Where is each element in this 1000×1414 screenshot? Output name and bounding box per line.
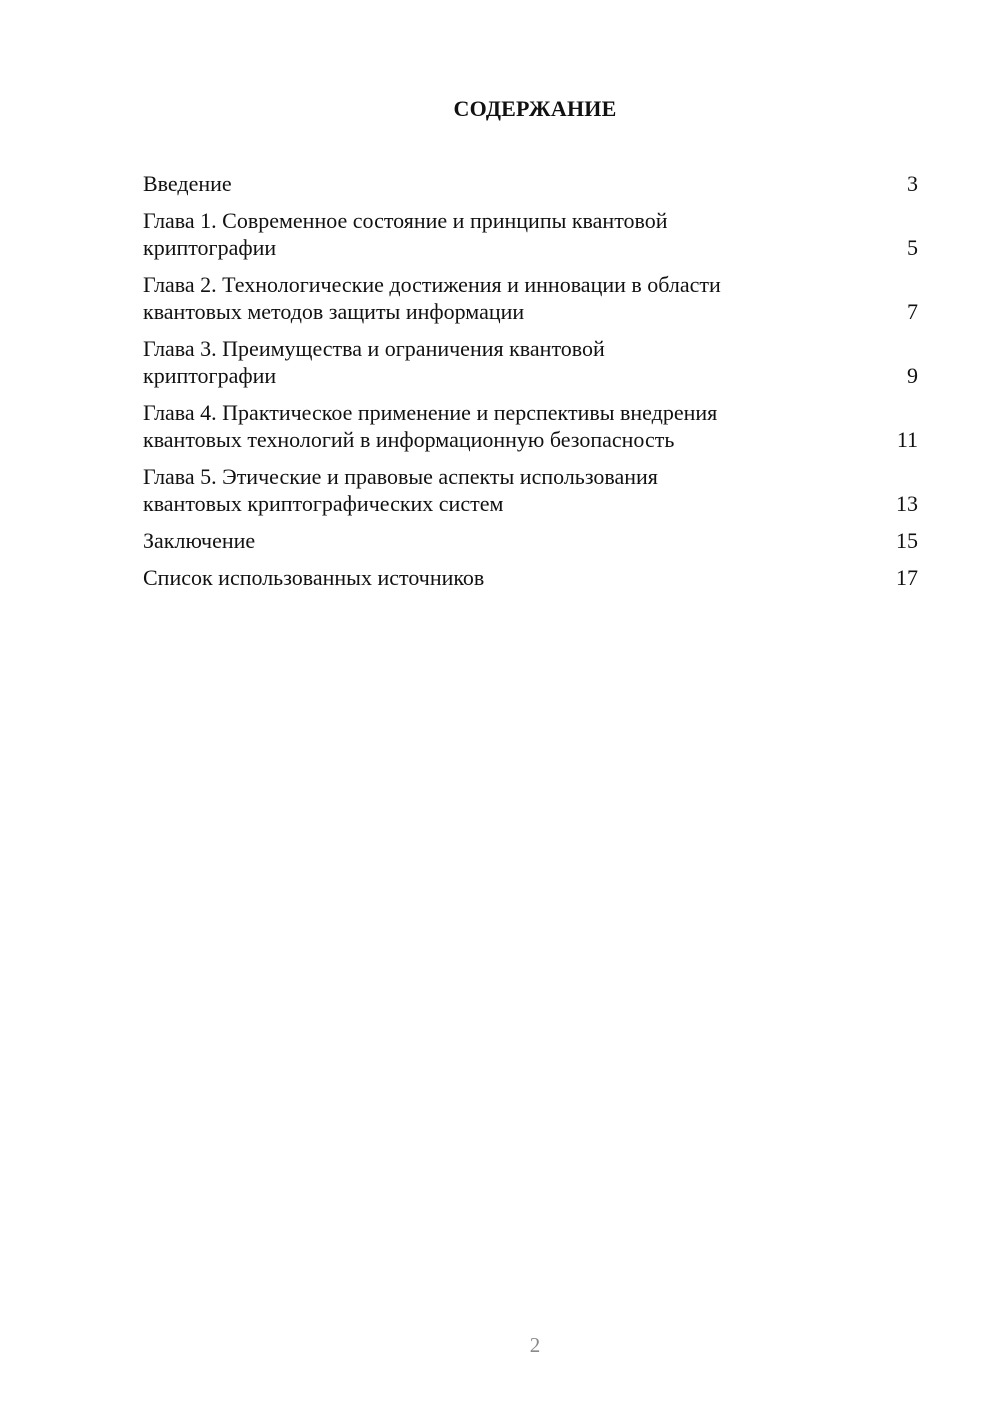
toc-entry-page: 7 xyxy=(907,299,918,324)
toc-entry-chapter-3[interactable] xyxy=(143,335,918,389)
table-of-contents xyxy=(143,170,918,601)
toc-entry-page: 17 xyxy=(896,565,918,590)
toc-entry-page: 5 xyxy=(907,235,918,260)
toc-entry-page: 15 xyxy=(896,528,918,553)
toc-entry-introduction[interactable] xyxy=(143,170,918,197)
toc-entry-label: Глава 2. Технологические достижения и инновации в области квантовых методов защиты информации xyxy=(143,272,721,324)
toc-entry-label: Глава 3. Преимущества и ограничения квантовой криптографии xyxy=(143,336,605,388)
toc-entry-chapter-2[interactable] xyxy=(143,271,918,325)
toc-entry-chapter-4[interactable] xyxy=(143,399,918,453)
toc-entry-label: Заключение xyxy=(143,528,256,553)
toc-entry-chapter-5[interactable] xyxy=(143,463,918,517)
toc-entry-page: 9 xyxy=(907,363,918,388)
toc-entry-label: Введение xyxy=(143,171,232,196)
page-title: СОДЕРЖАНИЕ xyxy=(453,96,617,121)
toc-entry-label: Глава 5. Этические и правовые аспекты использования квантовых криптографических систем xyxy=(143,464,658,516)
toc-entry-page: 13 xyxy=(896,491,918,516)
toc-entry-label: Глава 1. Современное состояние и принципы квантовой криптографии xyxy=(143,208,668,260)
toc-entry-chapter-1[interactable] xyxy=(143,207,918,261)
toc-entry-label: Список использованных источников xyxy=(143,565,485,590)
toc-entry-page: 3 xyxy=(907,171,918,196)
toc-entry-references[interactable] xyxy=(143,564,918,591)
toc-entry-conclusion[interactable] xyxy=(143,527,918,554)
toc-entry-label: Глава 4. Практическое применение и перспективы внедрения квантовых технологий в информационную безопасность xyxy=(143,400,718,452)
page-number: 2 xyxy=(529,1333,541,1357)
toc-entry-page: 11 xyxy=(896,427,918,452)
